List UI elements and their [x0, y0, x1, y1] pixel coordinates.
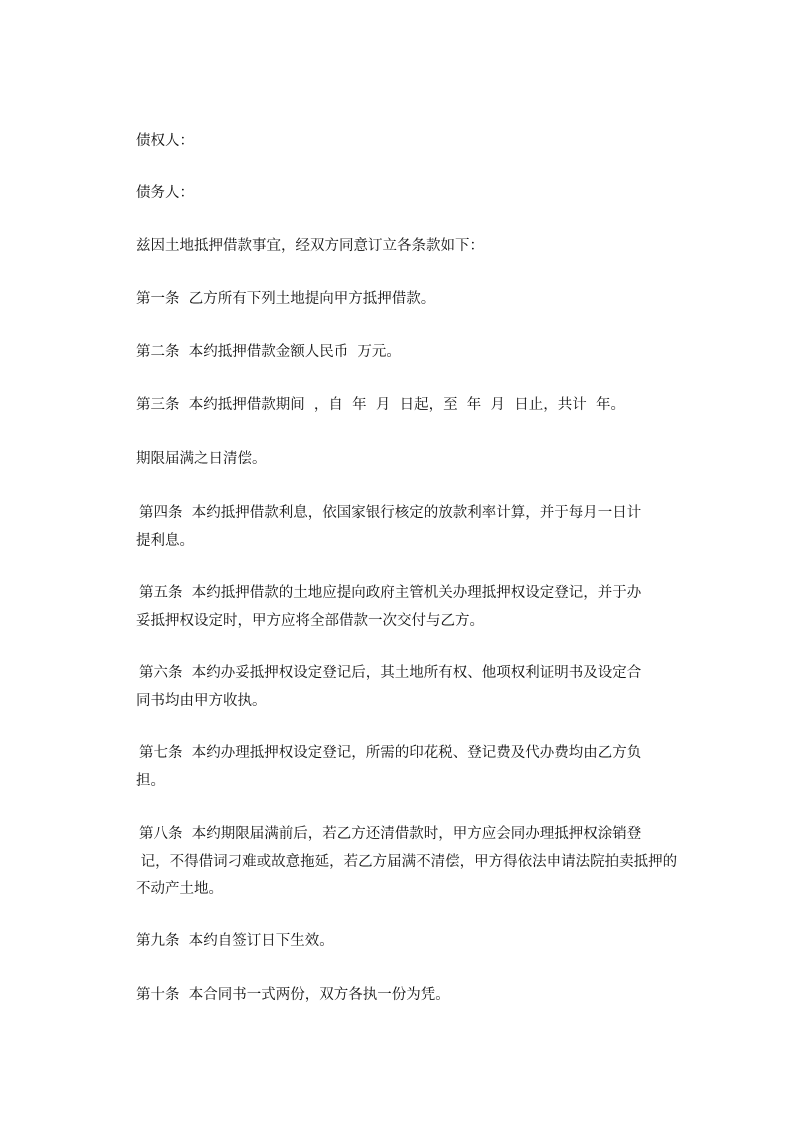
article-6-line-2: 同书均由甲方收执。 — [136, 693, 267, 709]
preamble: 兹因土地抵押借款事宜，经双方同意订立各条款如下： — [136, 238, 484, 254]
article-8-line-2: 记，不得借词刁难或故意拖延，若乙方届满不清偿，甲方得依法申请法院拍卖抵押的 — [136, 854, 678, 870]
article-3: 第三条 本约抵押借款期间 ，自 年 月 日起，至 年 月 日止，共计 年。 — [136, 397, 625, 413]
article-4-line-2: 提利息。 — [136, 533, 194, 549]
article-5-line-2: 妥抵押权设定时，甲方应将全部借款一次交付与乙方。 — [136, 613, 484, 629]
article-8-line-3: 不动产土地。 — [136, 881, 223, 897]
article-3-continuation: 期限届满之日清偿。 — [136, 451, 267, 467]
article-9: 第九条 本约自签订日下生效。 — [136, 933, 334, 949]
article-4-line-1: 第四条 本约抵押借款利息，依国家银行核定的放款利率计算，并于每月一日计 — [139, 505, 642, 521]
article-6-line-1: 第六条 本约办妥抵押权设定登记后，其土地所有权、他项权利证明书及设定合 — [139, 665, 642, 681]
article-8-line-1: 第八条 本约期限届满前后，若乙方还清借款时，甲方应会同办理抵押权涂销登 — [139, 826, 642, 842]
article-7-line-2: 担。 — [136, 773, 165, 789]
article-7-line-1: 第七条 本约办理抵押权设定登记，所需的印花税、登记费及代办费均由乙方负 — [139, 745, 642, 761]
article-5-line-1: 第五条 本约抵押借款的土地应提向政府主管机关办理抵押权设定登记，并于办 — [139, 585, 642, 601]
article-10: 第十条 本合同书一式两份，双方各执一份为凭。 — [136, 987, 450, 1003]
creditor-label: 债权人： — [136, 133, 194, 149]
debtor-label: 债务人： — [136, 185, 194, 201]
article-1: 第一条 乙方所有下列土地提向甲方抵押借款。 — [136, 291, 436, 307]
article-2: 第二条 本约抵押借款金额人民币 万元。 — [136, 344, 401, 360]
